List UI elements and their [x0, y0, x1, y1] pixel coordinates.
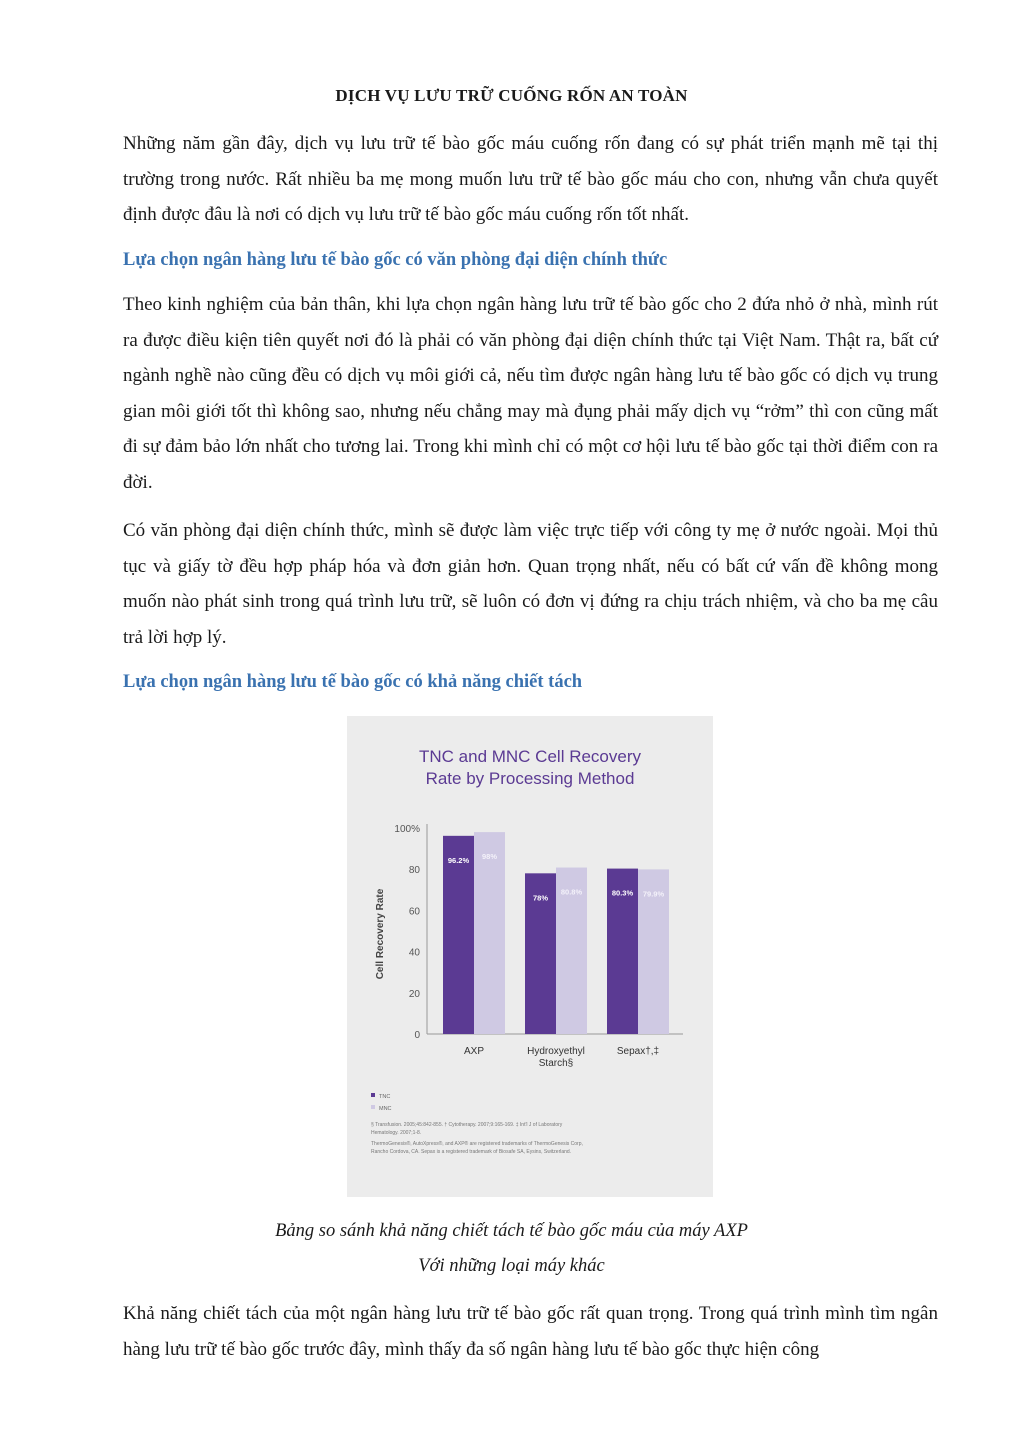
- chart-footnote: Rancho Cordova, CA. Sepax is a registered trademark of Biosafe SA, Eysins, Switzerland.: [371, 1149, 572, 1155]
- x-category-label: AXP: [463, 1046, 485, 1057]
- chart-title-line-1: TNC and MNC Cell Recovery: [419, 747, 641, 766]
- legend-label-tnc: TNC: [379, 1094, 391, 1100]
- chart-footnote: Hematology. 2007;1-8.: [371, 1130, 422, 1136]
- bar-value-label: 80.3%: [611, 888, 634, 898]
- y-tick-label: 100%: [394, 824, 420, 835]
- bar-value-label: 98%: [481, 852, 498, 862]
- legend-swatch-tnc: [371, 1093, 375, 1097]
- chart-footnote: § Transfusion. 2005;45:842-855. † Cytotherapy. 2007;9:165-169. ‡ Int'l J of Laboratory: [371, 1122, 563, 1128]
- y-axis-label: Cell Recovery Rate: [375, 888, 386, 980]
- paragraph-experience: Theo kinh nghiệm của bản thân, khi lựa chọn ngân hàng lưu trữ tế bào gốc cho 2 đứa nhỏ ở nhà, mình rút ra được điều kiện tiên quyết nơi đó là phải có văn phòng đại diện chính thức tại Việt Nam. Thật ra, bất cứ ngành nghề nào cũng đều có dịch vụ môi giới cả, nếu tìm được ngân hàng lưu tế bào gốc có dịch vụ trung gian môi giới tốt thì không sao, nhưng nếu chẳng may mà đụng phải mấy dịch vụ “rởm” thì con cũng mất đi sự đảm bảo lớn nhất cho tương lai. Trong khi mình chỉ có một cơ hội lưu tế bào gốc tại thời điểm con ra đời.: [123, 294, 938, 493]
- paragraph-official-office: Có văn phòng đại diện chính thức, mình sẽ được làm việc trực tiếp với công ty mẹ ở nước ngoài. Mọi thủ tục và giấy tờ đều hợp pháp hóa và đơn giản hơn. Quan trọng nhất, nếu có bất cứ vấn đề không mong muốn nào phát sinh trong quá trình lưu trữ, sẽ luôn có đơn vị đứng ra chịu trách nhiệm, và cho ba mẹ câu trả lời hợp lý.: [123, 520, 938, 648]
- bar-chart: [347, 716, 713, 1197]
- bar-value-label: 80.8%: [560, 887, 583, 897]
- document-title: DỊCH VỤ LƯU TRỮ CUỐNG RỐN AN TOÀN: [335, 86, 688, 105]
- y-tick-label: 40: [408, 947, 420, 959]
- section-heading-representative-office: Lựa chọn ngân hàng lưu tế bào gốc có văn phòng đại diện chính thức: [123, 250, 668, 270]
- chart-footnote: ThermoGenesis®, AutoXpress®, and AXP® are registered trademarks of ThermoGenesis Corp,: [371, 1141, 583, 1147]
- y-tick-label: 60: [408, 906, 420, 918]
- section-heading-extraction: Lựa chọn ngân hàng lưu tế bào gốc có khả năng chiết tách: [123, 672, 583, 692]
- legend-label-mnc: MNC: [379, 1106, 392, 1112]
- chart-figure: [347, 716, 713, 1197]
- intro-paragraph: Những năm gần đây, dịch vụ lưu trữ tế bào gốc máu cuống rốn đang có sự phát triển mạnh mẽ tại thị trường trong nước. Rất nhiều ba mẹ mong muốn lưu trữ tế bào gốc máu cho con, nhưng vẫn chưa quyết định được đâu là nơi có dịch vụ lưu trữ tế bào gốc máu cuống rốn tốt nhất.: [123, 133, 938, 225]
- y-tick-label: 0: [414, 1030, 420, 1041]
- paragraph-extraction-capability: Khả năng chiết tách của một ngân hàng lưu trữ tế bào gốc rất quan trọng. Trong quá trình mình tìm ngân hàng lưu trữ tế bào gốc trước đây, mình thấy đa số ngân hàng lưu tế bào gốc thực hiện công: [123, 1303, 938, 1360]
- chart-title-line-2: Rate by Processing Method: [425, 769, 635, 788]
- bar-tnc: [443, 836, 474, 1034]
- bar-value-label: 79.9%: [642, 889, 665, 899]
- legend-swatch-mnc: [371, 1105, 375, 1109]
- x-category-label: Starch§: [538, 1058, 574, 1069]
- x-category-label: Hydroxyethyl: [527, 1046, 585, 1057]
- y-tick-label: 80: [408, 865, 420, 877]
- figure-caption-line-1: Bảng so sánh khả năng chiết tách tế bào gốc máu của máy AXP: [275, 1221, 748, 1241]
- bar-value-label: 78%: [532, 893, 549, 903]
- bar-mnc: [474, 832, 505, 1034]
- y-tick-label: 20: [408, 988, 420, 1000]
- x-category-label: Sepax†,‡: [616, 1046, 660, 1057]
- figure-caption-line-2: Với những loại máy khác: [418, 1256, 605, 1276]
- bar-value-label: 96.2%: [447, 855, 470, 865]
